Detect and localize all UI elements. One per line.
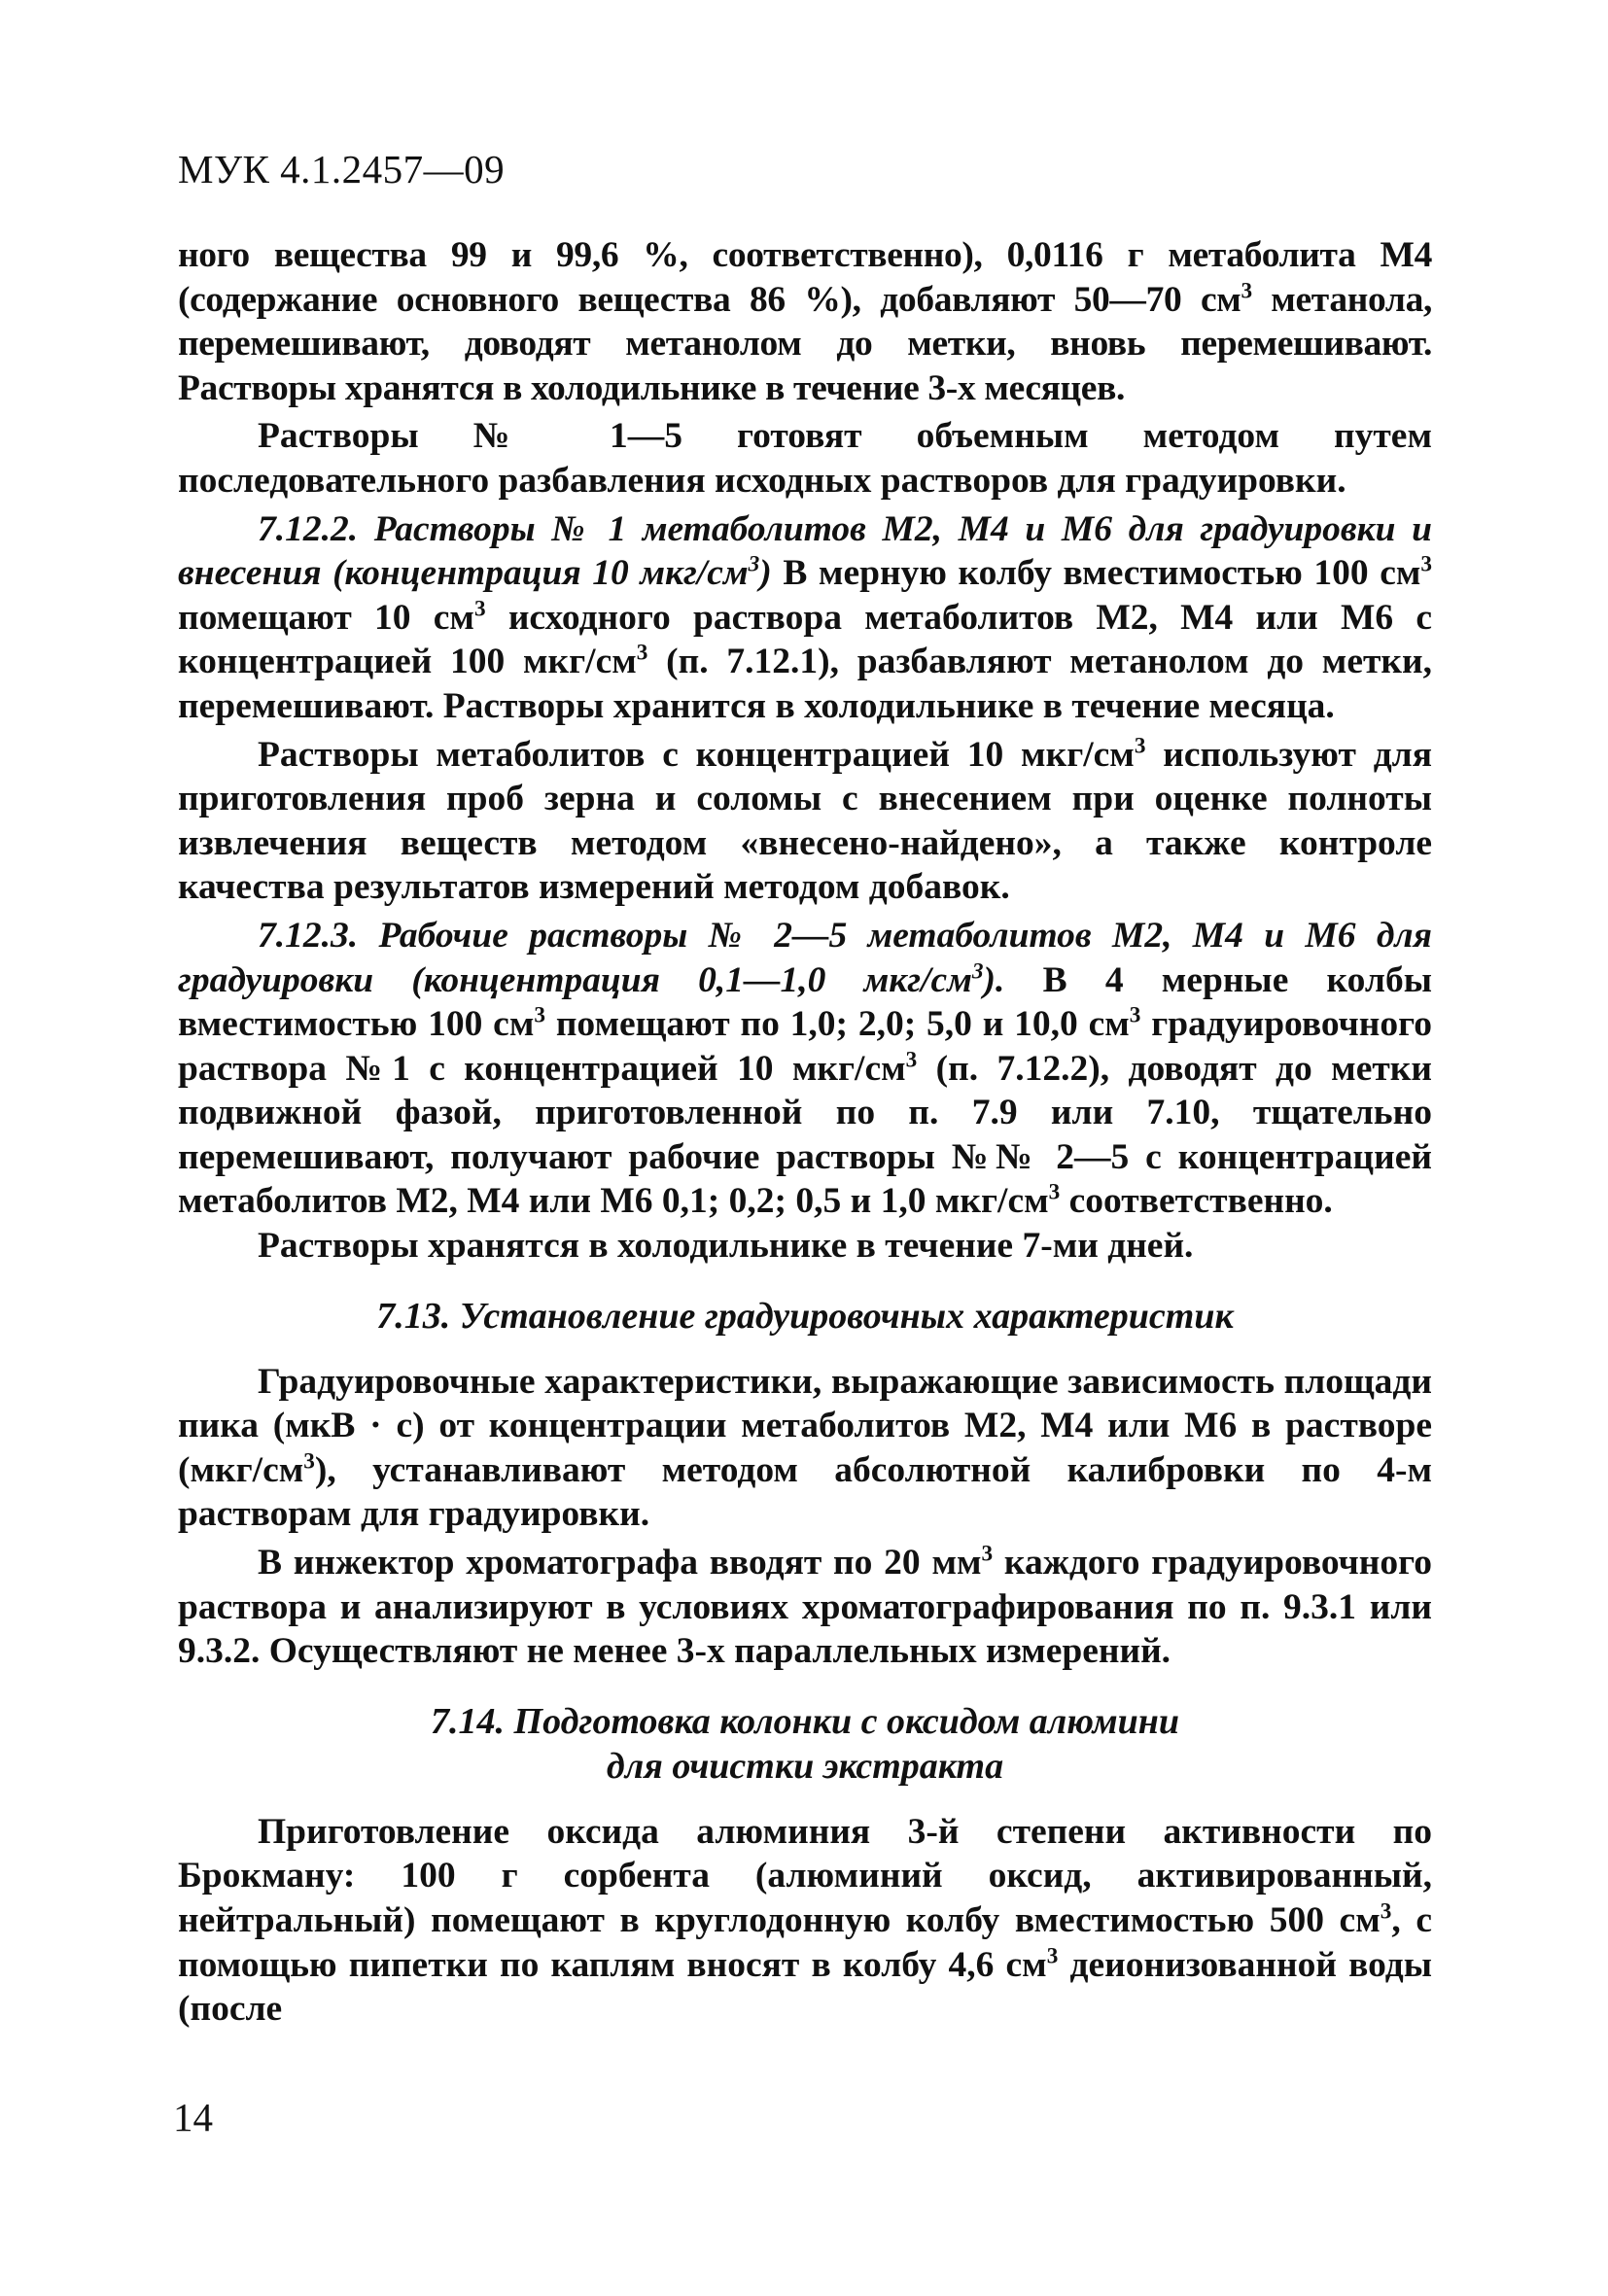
superscript: 3 (303, 1448, 315, 1475)
superscript: 3 (1046, 1943, 1059, 1969)
document-page (178, 146, 1432, 2032)
paragraph-calibration-characteristics (178, 1360, 1432, 1537)
paragraph-text: помещают по 1,0; 2,0; 5,0 и 10,0 см (545, 1004, 1130, 1045)
superscript: 3 (971, 958, 984, 984)
superscript: 3 (473, 596, 486, 622)
heading-line: 7.14. Подготовка колонки с оксидом алюмини (431, 1700, 1179, 1742)
paragraph-text: ного вещества 99 и 99,6 %, соответственно), 0,0116 г метаболита М4 (содержание основного вещества 86 %), добавляют 50—70 см (178, 235, 1432, 320)
paragraph-text: используют для приготовления проб зерна и соломы с внесением при оценке полноты извлечения веществ методом «внесено-найдено», а также контроле качества результатов измерений методом добавок. (178, 734, 1432, 908)
superscript: 3 (1241, 278, 1252, 304)
paragraph-text: ), устанавливают методом абсолютной калибровки по 4-м растворам для градуировки. (178, 1449, 1432, 1535)
superscript: 3 (1420, 551, 1433, 577)
superscript: 3 (636, 640, 648, 666)
superscript: 3 (1134, 733, 1146, 759)
superscript: 3 (1129, 1002, 1141, 1028)
paragraph-solutions-1-5: Растворы № 1—5 готовят объемным методом путем последовательного разбавления исходных растворов для градуировки. (178, 416, 1432, 501)
paragraph-text: деионизованной воды (после (178, 1944, 1432, 2030)
section-heading-7-14 (178, 1699, 1432, 1789)
paragraph-text: В мерную колбу вместимостью 100 см (771, 553, 1421, 594)
heading-text: 7.13. Установление градуировочных характеристик (376, 1295, 1234, 1337)
heading-text: ). (983, 959, 1005, 1000)
superscript: 3 (981, 1541, 994, 1567)
paragraph-text: градуировочного раствора №1 с концентрацией 10 мкг/см (178, 1004, 1433, 1089)
paragraph-text: помещают 10 см (178, 597, 474, 638)
paragraph-text: В инжектор хроматографа вводят по 20 мм (258, 1543, 982, 1583)
paragraph-text: (п. 7.12.1), разбавляют метанолом до метки, перемешивают. Растворы хранится в холодильнике в течение месяца. (178, 642, 1432, 726)
paragraph-text: метанола, перемешивают, доводят метанолом до метки, вновь перемешивают. Растворы хранятся в холодильнике в течение 3-х месяцев. (178, 279, 1432, 408)
superscript: 3 (748, 551, 760, 577)
paragraph-text: соответственно. (1060, 1181, 1333, 1222)
heading-line: для очистки экстракта (606, 1745, 1004, 1787)
heading-text: 7.12.3. Рабочие растворы № 2—5 метаболитов М2, М4 и М6 для градуировки (концентрация 0,1—1,0 мкг/см (178, 915, 1432, 1000)
page-number: 14 (173, 2095, 213, 2139)
paragraph-7-12-3 (178, 914, 1432, 1224)
paragraph-alumina-preparation (178, 1810, 1432, 2032)
heading-text: 7.12.2. Растворы № 1 метаболитов М2, М4 и М6 для градуировки и внесения (концентрация 10 мкг/см (178, 508, 1432, 594)
paragraph-text: (п. 7.12.2), доводят до метки подвижной фазой, приготовленной по п. 7.9 или 7.10, тщательно перемешивают, получают рабочие растворы №№ 2—5 с концентрацией метаболитов М2, М4 или М6 0,1; 0,2; 0,5 и 1,0 мкг/см (178, 1048, 1432, 1222)
superscript: 3 (1048, 1179, 1061, 1205)
paragraph-text: исходного раствора метаболитов М2, М4 или М6 с концентрацией 100 мкг/см (178, 597, 1432, 682)
paragraph-metabolite-solutions-use (178, 733, 1432, 910)
paragraph-text: Растворы метаболитов с концентрацией 10 мкг/см (258, 734, 1135, 775)
running-title: МУК 4.1.2457—09 (178, 147, 506, 191)
paragraph-text: каждого градуировочного раствора и анализируют в условиях хроматографирования по п. 9.3.1 или 9.3.2. Осуществляют не менее 3-х параллельных измерений. (178, 1543, 1432, 1672)
paragraph-text: , с помощью пипетки по каплям вносят в колбу 4,6 см (178, 1900, 1432, 1985)
paragraph-text: Приготовление оксида алюминия 3-й степени активности по Брокману: 100 г сорбента (алюминий оксид, активированный, нейтральный) помещают в круглодонную колбу вместимостью 500 см (178, 1811, 1432, 1940)
superscript: 3 (534, 1002, 545, 1028)
paragraph-injector (178, 1541, 1432, 1674)
paragraph-continuation (178, 233, 1432, 410)
paragraph-storage-7-days: Растворы хранятся в холодильнике в течение 7-ми дней. (258, 1226, 1194, 1267)
paragraph-text: В 4 мерные колбы вместимостью 100 см (178, 959, 1432, 1045)
superscript: 3 (905, 1047, 918, 1073)
superscript: 3 (1380, 1898, 1392, 1925)
paragraph-text: Градуировочные характеристики, выражающие зависимость площади пика (мкВ · с) от концентрации метаболитов М2, М4 или М6 в растворе (мкг/см (178, 1361, 1432, 1490)
paragraph-7-12-2 (178, 507, 1432, 729)
section-heading-7-13 (178, 1294, 1432, 1339)
heading-text: ) (759, 553, 772, 594)
